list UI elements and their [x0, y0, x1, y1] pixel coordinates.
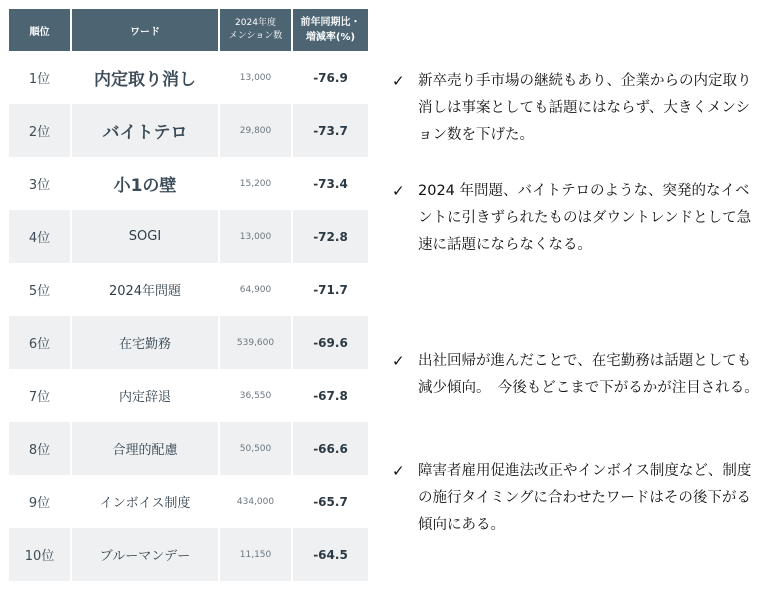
- word-cell: 内定取り消し: [72, 51, 220, 104]
- note-text: 障害者雇用促進法改正やインボイス制度など、制度の施行タイミングに合わせたワードはその後下がる傾向にある。: [418, 463, 752, 533]
- rank-cell: 6位: [9, 316, 72, 369]
- rank-cell: 10位: [9, 528, 72, 581]
- mentions-cell: 15,200: [220, 157, 293, 210]
- mentions-cell: 434,000: [220, 475, 293, 528]
- word-cell: 2024年問題: [72, 263, 220, 316]
- rank-cell: 9位: [9, 475, 72, 528]
- word-cell: 小1の壁: [72, 157, 220, 210]
- word-cell: バイトテロ: [72, 104, 220, 157]
- check-icon: ✓: [392, 72, 405, 90]
- table-row: [9, 210, 368, 263]
- note-item: [392, 458, 762, 539]
- header-change: [293, 9, 368, 51]
- note-text: 新卒売り手市場の継続もあり、企業からの内定取り消しは事案としても話題にはならず、大きくメンション数を下げた。: [418, 73, 752, 143]
- table-row: [9, 369, 368, 422]
- word-cell: ブルーマンデー: [72, 528, 220, 581]
- mentions-cell: 29,800: [220, 104, 293, 157]
- table-row: [9, 422, 368, 475]
- rank-cell: 2位: [9, 104, 72, 157]
- change-cell: -65.7: [313, 494, 348, 509]
- rank-cell: 7位: [9, 369, 72, 422]
- note-item: [392, 348, 762, 402]
- rank-cell: 8位: [9, 422, 72, 475]
- word-cell: インボイス制度: [72, 475, 220, 528]
- table-row: [9, 51, 368, 104]
- rank-cell: 3位: [9, 157, 72, 210]
- table-row: [9, 157, 368, 210]
- mentions-cell: 11,150: [220, 528, 293, 581]
- header-rank: 順位: [9, 9, 72, 51]
- header-change-line1: 前年同期比・: [300, 17, 361, 28]
- header-word: ワード: [72, 9, 220, 51]
- note-text: 2024 年問題、バイトテロのような、突発的なイベントに引きずられたものはダウントレンドとして急速に話題にならなくなる。: [418, 183, 752, 253]
- table-row: [9, 528, 368, 581]
- change-cell: -64.5: [293, 528, 368, 581]
- word-cell: 在宅勤務: [72, 316, 220, 369]
- change-cell: -73.7: [293, 104, 368, 157]
- change-cell: -66.6: [293, 422, 368, 475]
- header-mentions: [220, 9, 293, 51]
- rank-cell: 1位: [9, 51, 72, 104]
- table-row: [9, 475, 368, 528]
- mentions-cell: 13,000: [220, 210, 293, 263]
- header-mentions-line1: 2024年度: [235, 18, 276, 28]
- mentions-cell: 36,550: [220, 369, 293, 422]
- header-change-line2: 増減率(%): [305, 32, 356, 43]
- note-item: [392, 178, 762, 259]
- change-cell: -67.8: [313, 388, 348, 403]
- word-cell: 内定辞退: [72, 369, 220, 422]
- change-cell: -69.6: [293, 316, 368, 369]
- table-row: [9, 316, 368, 369]
- note-item: [392, 68, 762, 149]
- table-row: [9, 104, 368, 157]
- mentions-cell: 539,600: [220, 316, 293, 369]
- word-cell: SOGI: [72, 210, 220, 263]
- mentions-cell: 64,900: [220, 263, 293, 316]
- change-cell: -71.7: [313, 282, 348, 297]
- change-cell: -72.8: [293, 210, 368, 263]
- change-cell: -76.9: [313, 70, 348, 85]
- rank-cell: 5位: [9, 263, 72, 316]
- word-cell: 合理的配慮: [72, 422, 220, 475]
- table-header: [9, 9, 368, 51]
- mentions-cell: 13,000: [220, 51, 293, 104]
- change-cell: -73.4: [313, 176, 348, 191]
- table-body: [9, 51, 368, 581]
- header-mentions-line2: メンション数: [228, 31, 283, 41]
- table-row: [9, 263, 368, 316]
- rank-cell: 4位: [9, 210, 72, 263]
- check-icon: ✓: [392, 182, 405, 200]
- check-icon: ✓: [392, 462, 405, 480]
- check-icon: ✓: [392, 352, 405, 370]
- mentions-cell: 50,500: [220, 422, 293, 475]
- note-text: 出社回帰が進んだことで、在宅勤務は話題としても減少傾向。 今後もどこまで下がるかが注目される。: [418, 353, 759, 396]
